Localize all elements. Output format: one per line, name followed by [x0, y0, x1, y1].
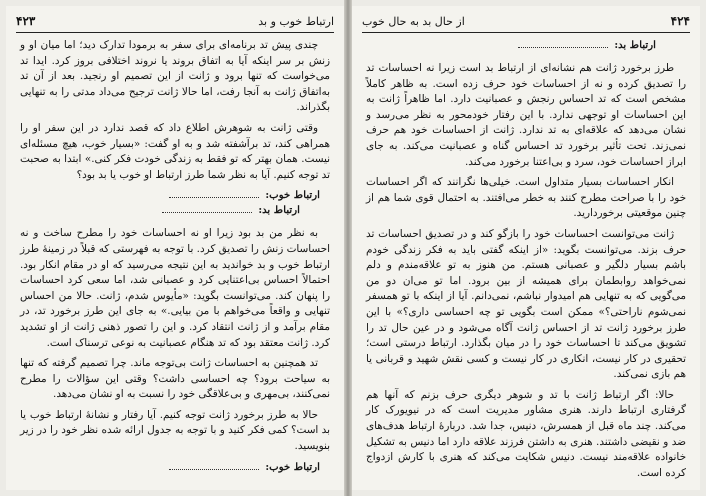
- paragraph: وقتی ژانت به شوهرش اطلاع داد که قصد ندارد در این سفر او را همراهی کند، تد برآشفته شد و به او گفت: «بسیار خوب، هیچ مسئله‌ای نیست. همان بهتر که تو فقط به زندگی خودت فکر کنی.» ابتدا به صحبت تد توجه کنیم. آیا به نظر شما طرز ارتباط او خوب یا بد بود؟: [20, 121, 330, 181]
- answer-blank-line: [169, 461, 259, 470]
- book-gutter: [344, 0, 352, 496]
- left-page: [352, 6, 700, 490]
- page-body: [366, 38, 686, 484]
- page-number: ۴۲۳: [16, 14, 36, 28]
- answer-label: [20, 460, 330, 475]
- paragraph: حالا به طرز برخورد ژانت توجه کنیم. آیا رفتار و نشانهٔ ارتباط خوب یا بد است؟ کمی فکر کنید و با توجه به جدول ارائه شده نظر خود را در زیر بنویسید.: [20, 408, 330, 453]
- page-header: [16, 14, 334, 33]
- page-number: ۴۲۴: [670, 14, 690, 28]
- answer-label: [366, 38, 686, 53]
- page-header: [362, 14, 690, 33]
- running-head: ارتباط خوب و بد: [258, 15, 334, 28]
- answer-blank-line: [162, 204, 252, 213]
- paragraph: به نظر من بد بود زیرا او نه احساسات خود را مطرح ساخت و نه احساسات زنش را تصدیق کرد. با توجه به فهرستی که قبلاً در زمینهٔ طرز ارتباط خوب و بد خواندید به این نتیجه می‌رسید که او در مقام انکار بود. احتمالاً احساس بی‌اعتنایی کرد و عصبانی شد، اما سعی کرد احساسات را پنهان کند. می‌توانست بگوید: «مأیوس شدم، ژانت. حالا من احساس تنهایی و واقعاً می‌خواهم با من بیایی.» به جای این طرز برخورد تد، در مقام برآمد و از ژانت انتقاد کرد. و این را تصور ذهنی ژانت از او تشدید کرد. ژانت معتقد بود که تد هنگام عصبانیت به نوعی ترسناک است.: [20, 227, 330, 349]
- answer-label-text: ارتباط خوب:: [265, 189, 320, 202]
- spacer: [366, 53, 686, 61]
- spacer: [20, 218, 330, 226]
- paragraph: حالا: اگر ارتباط ژانت با تد و شوهر دیگری حرف بزنم که آنها هم گرفتاری ارتباط دارند. هنری مشاور مدیریت است که در نیویورک کار می‌کند. چند ماه قبل از همسرش، دنیس، جدا شد. دربارهٔ ارتباط هدف‌های ضد و نقیضی داشتند. هنری به داشتن فرزند علاقه دارد اما دنیس به تشکیل خانواده علاقه‌مند نیست. دنیس شکایت می‌کند که هنری با کارش ازدواج کرده است.: [366, 388, 686, 479]
- answer-label-text: ارتباط خوب:: [265, 460, 320, 473]
- paragraph: چندی پیش تد برنامه‌ای برای سفر به برمودا تدارک دید؛ اما میان او و زنش بر سر اینکه آیا به اتفاق بروند یا نروند اختلافی بروز کرد. ایدا تد می‌خواست که تنها برود و ژانت از این تصمیم او رنجید. بعد از آن تد به‌اتفاق ژانت به آنجا رفت، اما حالا ژانت ترجیح می‌داد مدتی را به تنهایی بگذراند.: [20, 39, 330, 114]
- paragraph: ژانت می‌توانست احساسات خود را بازگو کند و در تصدیق احساسات تد حرف بزند. می‌توانست بگوید: «از اینکه گفتی باید به فکر زندگی خودم باشم بسیار دلگیر و عصبانی هستم. من هنوز به تو علاقه‌مندم و دلم نمی‌خواهد روابطمان برای همیشه از بین برود. اما تو می‌ان دو من می‌گویی که به تنهایی هم امیدوار نباشم، نمی‌دانم. آیا از اینکه با تو همسفر نمی‌شوم ناراحتی؟» ممکن است بگویی تو چه احساسی داری؟» با این طرز برخورد ژانت تد از احساس ژانت آگاه می‌شود و در عین حال تد را تشویق می‌کند تا احساسات خود را در میان بگذارد. ارتباط درستی است؛ تحقیری در کار نیست، انکاری در کار نیست و کسی نقش شهید و قربانی یا هم بازی نمی‌کند.: [366, 227, 686, 381]
- paragraph: تد همچنین به احساسات ژانت بی‌توجه ماند. چرا تصمیم گرفته که تنها به سیاحت برود؟ چه احساسی داشت؟ وقتی این سؤالات را مطرح نمی‌کنند، بی‌مهری و بی‌علاقگی خود را نسبت به او نشان می‌دهد.: [20, 357, 330, 401]
- answer-blank-line: [169, 189, 259, 198]
- answer-label-text: ارتباط بد:: [614, 39, 656, 51]
- answer-label: [20, 203, 330, 218]
- answer-blank-line: [518, 39, 608, 48]
- answer-label-text: ارتباط بد:: [258, 204, 300, 217]
- page-body: [20, 38, 330, 484]
- paragraph: انکار احساسات بسیار متداول است. خیلی‌ها نگرانند که اگر احساسات خود را با صراحت مطرح کنند به خطر می‌افتند. به احتمال قوی شما هم از چنین موقعیتی برخوردارید.: [366, 176, 686, 220]
- running-head: از حال بد به حال خوب: [362, 15, 465, 28]
- answer-label: [20, 188, 330, 203]
- paragraph: طرز برخورد ژانت هم نشانه‌ای از ارتباط بد است زیرا نه احساسات تد را تصدیق کرده و نه از احساسات خود حرف زده است. به ظاهر کاملاً مشخص است که تد احساس رنجش و عصبانیت دارد. اما ظاهراً ژانت به این احساسات او توجهی ندارد. با این رفتار خودمحور به نظر می‌رسد و نشان می‌دهد که علاقه‌ای به تد ندارد. ژانت از احساسات خود هم حرف نمی‌زند. تحت تأثیر برخورد تد احساس گناه و عصبانیت می‌کند. به جای ابراز احساسات خود، سرد و بی‌اعتنا برخورد می‌کند.: [366, 62, 686, 168]
- right-page: [6, 6, 344, 490]
